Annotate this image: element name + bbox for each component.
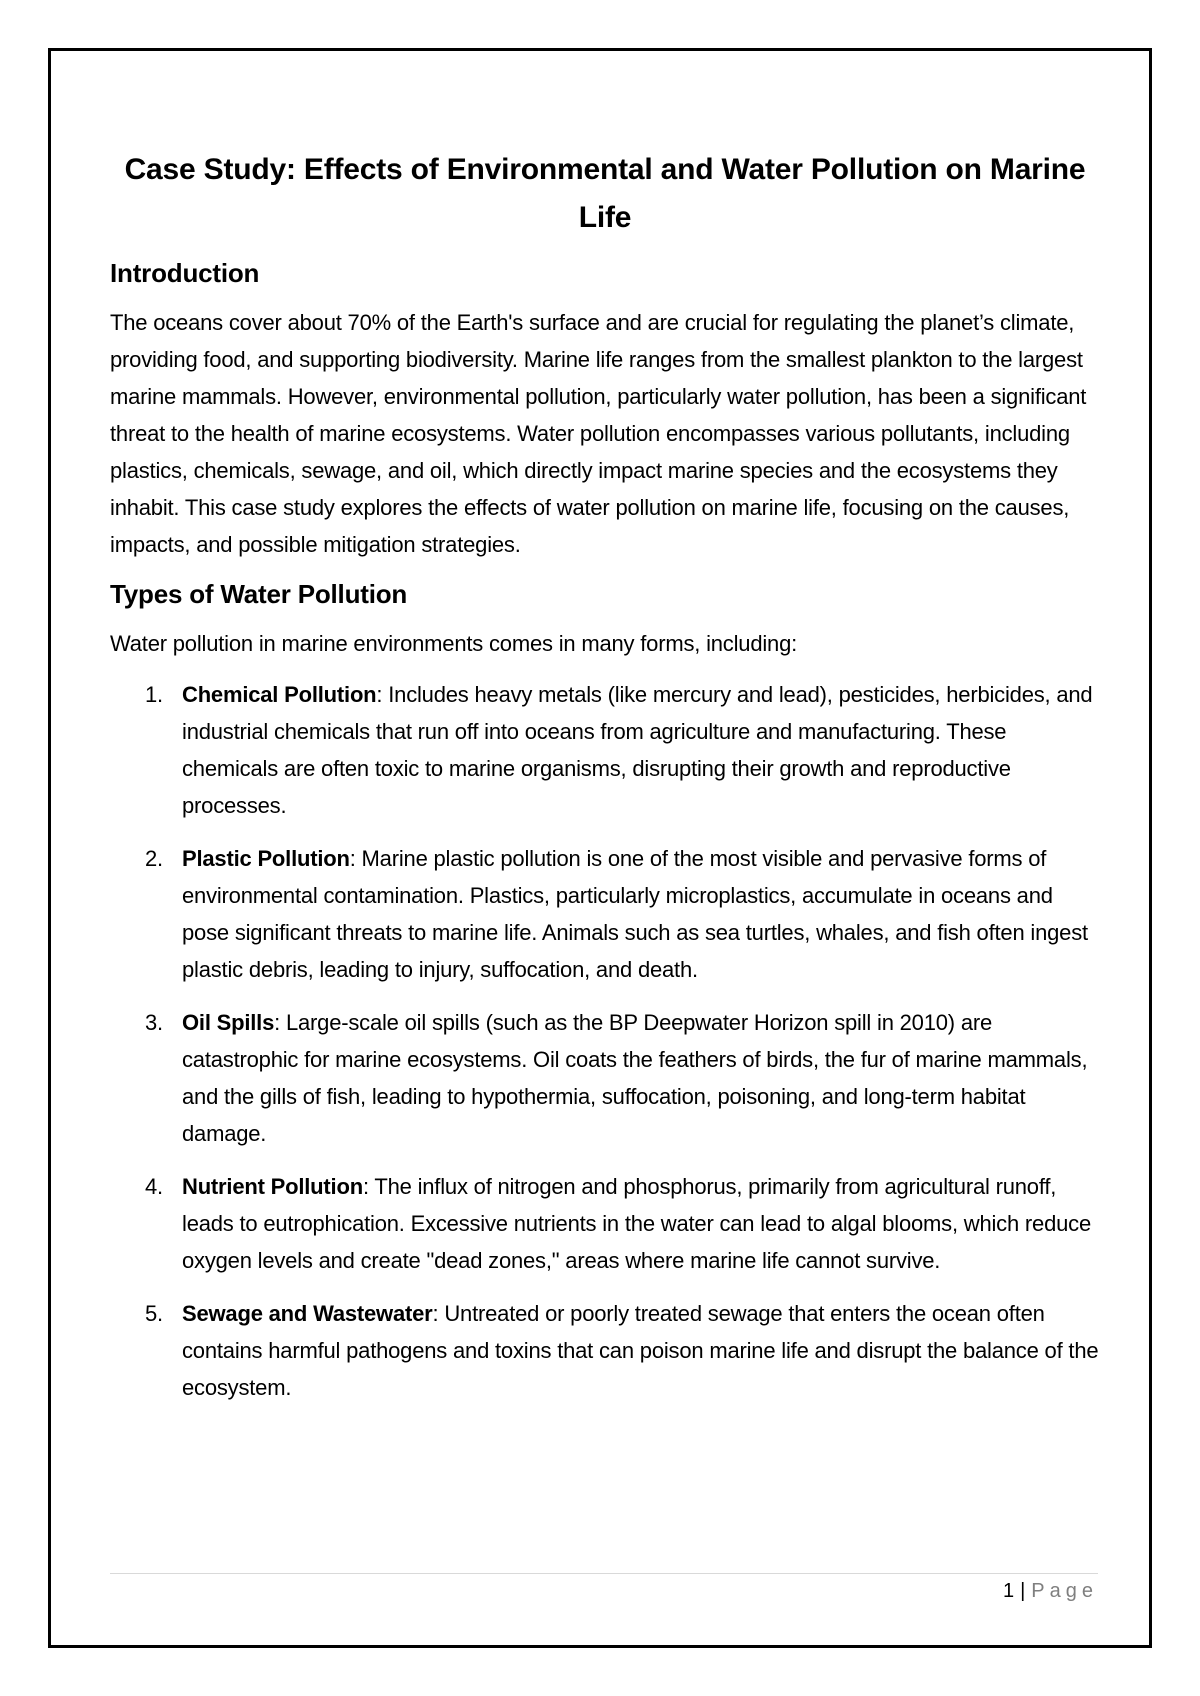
list-item	[110, 840, 1100, 988]
list-item-term: Sewage and Wastewater	[182, 1301, 433, 1326]
list-item-number: 1.	[145, 682, 163, 707]
list-item-term: Chemical Pollution	[182, 682, 377, 707]
page-label: Page	[1031, 1580, 1098, 1602]
list-item-text: : Large-scale oil spills (such as the BP Deepwater Horizon spill in 2010) are catastrophic for marine ecosystems. Oil coats the feathers of birds, the fur of marine mammals, and the gills of fish, leading to hypothermia, suffocation, poisoning, and long-term habitat damage.	[182, 1010, 1088, 1146]
footer-divider	[110, 1573, 1098, 1574]
footer-separator: |	[1020, 1580, 1026, 1602]
types-intro-paragraph: Water pollution in marine environments comes in many forms, including:	[110, 631, 798, 656]
list-item-text: : Includes heavy metals (like mercury and lead), pesticides, herbicides, and industrial chemicals that run off into oceans from agriculture and manufacturing. These chemicals are often toxic to marine organisms, disrupting their growth and reproductive processes.	[182, 682, 1093, 818]
introduction-paragraph: The oceans cover about 70% of the Earth's surface and are crucial for regulating the planet’s climate, providing food, and supporting biodiversity. Marine life ranges from the smallest plankton to the largest marine mammals. However, environmental pollution, particularly water pollution, has been a significant threat to the health of marine ecosystems. Water pollution encompasses various pollutants, including plastics, chemicals, sewage, and oil, which directly impact marine species and the ecosystems they inhabit. This case study explores the effects of water pollution on marine life, focusing on the causes, impacts, and possible mitigation strategies.	[110, 310, 1087, 557]
list-item-number: 3.	[145, 1010, 163, 1035]
list-item	[110, 1295, 1100, 1406]
section-heading-types: Types of Water Pollution	[110, 579, 408, 609]
list-item-term: Oil Spills	[182, 1010, 275, 1035]
document-body	[110, 146, 1100, 1422]
list-item-text: : The influx of nitrogen and phosphorus, primarily from agricultural runoff, leads to eutrophication. Excessive nutrients in the water can lead to algal blooms, which reduce oxygen levels and create "dead zones," areas where marine life cannot survive.	[182, 1174, 1091, 1273]
list-item-term: Nutrient Pollution	[182, 1174, 363, 1199]
list-item	[110, 676, 1100, 824]
list-item-term: Plastic Pollution	[182, 846, 350, 871]
list-item-number: 2.	[145, 846, 163, 871]
section-heading-introduction: Introduction	[110, 258, 260, 288]
document-title: Case Study: Effects of Environmental and Water Pollution on Marine Life	[124, 153, 1086, 234]
page-number: 1	[1002, 1580, 1015, 1602]
list-item-number: 4.	[145, 1174, 163, 1199]
list-item	[110, 1004, 1100, 1152]
list-item-text: : Untreated or poorly treated sewage that enters the ocean often contains harmful pathogens and toxins that can poison marine life and disrupt the balance of the ecosystem.	[182, 1301, 1099, 1400]
pollution-types-list	[110, 676, 1100, 1406]
list-item-text: : Marine plastic pollution is one of the most visible and pervasive forms of environmental contamination. Plastics, particularly microplastics, accumulate in oceans and pose significant threats to marine life. Animals such as sea turtles, whales, and fish often ingest plastic debris, leading to injury, suffocation, and death.	[182, 846, 1088, 982]
page-footer	[1003, 1580, 1098, 1603]
list-item-number: 5.	[145, 1301, 163, 1326]
list-item	[110, 1168, 1100, 1279]
